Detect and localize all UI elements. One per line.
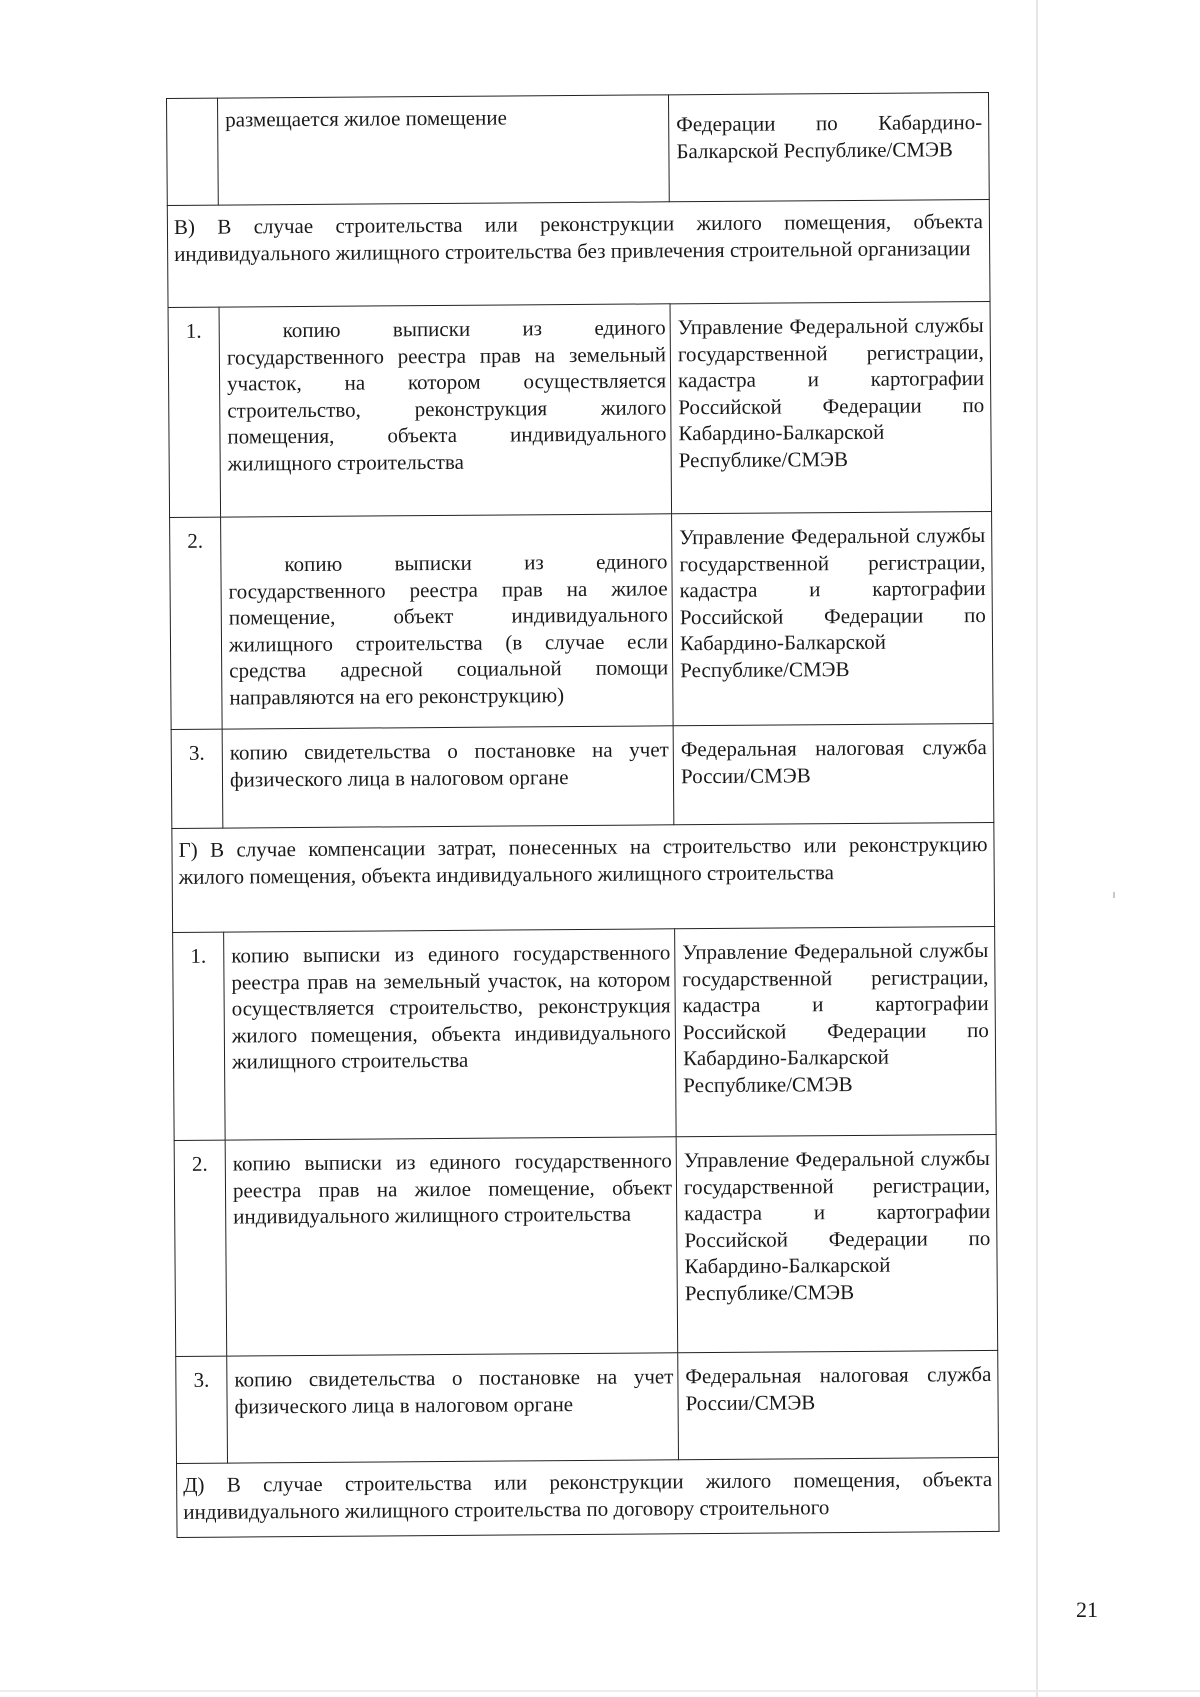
- section-row: [172, 822, 995, 932]
- section-heading-v: В) В случае строительства или реконструкции жилого помещения, объекта индивидуального жилищного строительства без привлечения строительной организации: [167, 199, 990, 307]
- table-row: [168, 301, 992, 517]
- row-organization: Управление Федеральной службы государственной регистрации, кадастра и картографии Российской Федерации по Кабардино-Балкарской Республике/СМЭВ: [670, 301, 992, 513]
- table-row: [171, 723, 994, 828]
- row-number: [167, 98, 219, 205]
- row-organization: Федеральная налоговая служба России/СМЭВ: [678, 1350, 999, 1459]
- table-row: [170, 511, 994, 729]
- table-row: [173, 926, 997, 1140]
- table-row: [167, 92, 990, 205]
- scan-dust-mark: [1113, 892, 1115, 898]
- table-row: [174, 1134, 998, 1356]
- row-description: копию выписки из единого государственного реестра прав на земельный участок, на котором осуществляется строительство, реконструкция жилого помещения, объекта индивидуального жилищного строительства: [219, 304, 672, 517]
- page-number: 21: [1076, 1597, 1098, 1622]
- row-description: копию выписки из единого государственного реестра прав на жилое помещение, объект индивидуального жилищного строительства (в случае если средства адресной социальной помощи направляются на его реконструкцию): [221, 514, 674, 729]
- table-row: [176, 1350, 999, 1463]
- row-organization: Федеральная налоговая служба России/СМЭВ: [673, 723, 994, 824]
- documents-table: [166, 92, 1000, 1538]
- row-organization: Федерации по Кабардино-Балкарской Республике/СМЭВ: [668, 92, 989, 201]
- row-number: 2.: [170, 517, 223, 729]
- row-organization: Управление Федеральной службы государственной регистрации, кадастра и картографии Российской Федерации по Кабардино-Балкарской Республике/СМЭВ: [672, 511, 994, 725]
- section-row: [167, 199, 990, 307]
- row-number: 3.: [176, 1356, 228, 1463]
- row-description: копию свидетельства о постановке на учет физического лица в налоговом органе: [222, 726, 674, 828]
- section-row: [177, 1457, 1000, 1537]
- section-heading-g: Г) В случае компенсации затрат, понесенных на строительство или реконструкцию жилого помещения, объекта индивидуального жилищного строительства: [172, 822, 995, 932]
- row-organization: Управление Федеральной службы государственной регистрации, кадастра и картографии Российской Федерации по Кабардино-Балкарской Республике/СМЭВ: [676, 1134, 998, 1352]
- row-description: копию выписки из единого государственного реестра прав на земельный участок, на котором осуществляется строительство, реконструкция жилого помещения, объекта индивидуального жилищного строительства: [224, 929, 677, 1140]
- row-organization: Управление Федеральной службы государственной регистрации, кадастра и картографии Российской Федерации по Кабардино-Балкарской Республике/СМЭВ: [675, 926, 997, 1136]
- row-number: 3.: [171, 729, 223, 828]
- row-description: копию выписки из единого государственного реестра прав на жилое помещение, объект индивидуального жилищного строительства: [225, 1137, 678, 1356]
- row-number: 2.: [174, 1140, 227, 1356]
- scan-bottom-line: [0, 1690, 1200, 1692]
- section-heading-d: Д) В случае строительства или реконструкции жилого помещения, объекта индивидуального жилищного строительства по договору строительного: [177, 1457, 1000, 1537]
- row-number: 1.: [173, 932, 226, 1140]
- row-description: размещается жилое помещение: [218, 95, 670, 205]
- row-description: копию свидетельства о постановке на учет физического лица в налоговом органе: [227, 1353, 679, 1463]
- row-number: 1.: [168, 307, 221, 517]
- scan-edge-line: [1036, 0, 1038, 1697]
